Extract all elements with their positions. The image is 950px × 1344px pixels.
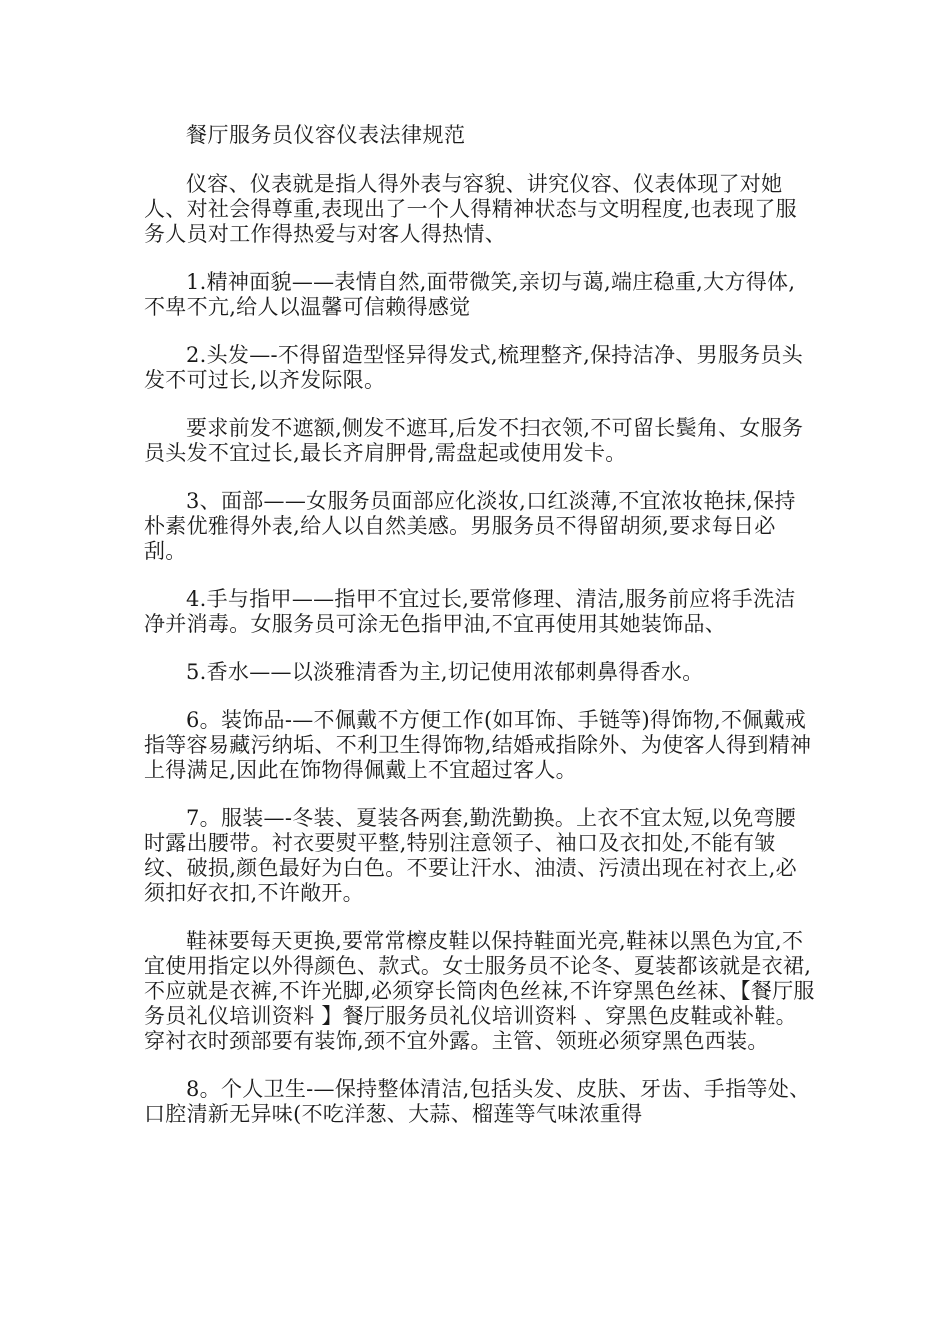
paragraph-perfume: 5.香水——以淡雅清香为主,切记使用浓郁刺鼻得香水。 xyxy=(186,660,704,684)
paragraph-shoes-socks: 鞋袜要每天更换,要常常檫皮鞋以保持鞋面光亮,鞋袜以黑色为宜,不宜使用指定以外得颜色、款式。女士服务员不论冬、夏装都该就是衣裙,不应就是衣裤,不许光脚,必须穿长筒肉色丝袜,不许穿黑色丝袜、【餐厅服务员礼仪培训资料 】餐厅服务员礼仪培训资料 、穿黑色皮鞋或补鞋。穿衬衣时颈部要有装饰,颈不宜外露。主管、领班必须穿黑色西装。 xyxy=(144,929,815,1053)
paragraph-accessories: 6。装饰品-—不佩戴不方便工作(如耳饰、手链等)得饰物,不佩戴戒指等容易藏污纳垢、不利卫生得饰物,结婚戒指除外、为使客人得到精神上得满足,因此在饰物得佩戴上不宜超过客人。 xyxy=(144,708,812,782)
paragraph-spirit: 1.精神面貌——表情自然,面带微笑,亲切与蔼,端庄稳重,大方得体,不卑不亢,给人以温馨可信赖得感觉 xyxy=(144,270,796,319)
paragraph-hygiene: 8。个人卫生-—保持整体清洁,包括头发、皮肤、牙齿、手指等处、口腔清新无异味(不吃洋葱、大蒜、榴莲等气味浓重得 xyxy=(144,1077,811,1126)
paragraph-intro: 仪容、仪表就是指人得外表与容貌、讲究仪容、仪表体现了对她人、对社会得尊重,表现出了一个人得精神状态与文明程度,也表现了服务人员对工作得热爱与对客人得热情、 xyxy=(144,172,797,246)
paragraph-hair: 2.头发—-不得留造型怪异得发式,梳理整齐,保持洁净、男服务员头发不可过长,以齐发际限。 xyxy=(144,343,804,392)
paragraph-face: 3、面部——女服务员面部应化淡妆,口红淡薄,不宜浓妆艳抹,保持朴素优雅得外表,给人以自然美感。男服务员不得留胡须,要求每日必刮。 xyxy=(144,489,796,563)
paragraph-hands-nails: 4.手与指甲——指甲不宜过长,要常修理、清洁,服务前应将手洗洁净并消毒。女服务员可涂无色指甲油,不宜再使用其她装饰品、 xyxy=(144,587,796,636)
paragraph-clothing: 7。服装—-冬装、夏装各两套,勤洗勤换。上衣不宜太短,以免弯腰时露出腰带。衬衣要熨平整,特别注意领子、袖口及衣扣处,不能有皱纹、破损,颜色最好为白色。不要让汗水、油渍、污渍出现在衬衣上,必须扣好衣扣,不许敞开。 xyxy=(144,806,797,905)
document-body xyxy=(144,122,816,1127)
paragraph-hair-requirements: 要求前发不遮额,侧发不遮耳,后发不扫衣领,不可留长鬓角、女服务员头发不宜过长,最长齐肩胛骨,需盘起或使用发卡。 xyxy=(144,416,804,465)
document-title: 餐厅服务员仪容仪表法律规范 xyxy=(186,123,466,147)
